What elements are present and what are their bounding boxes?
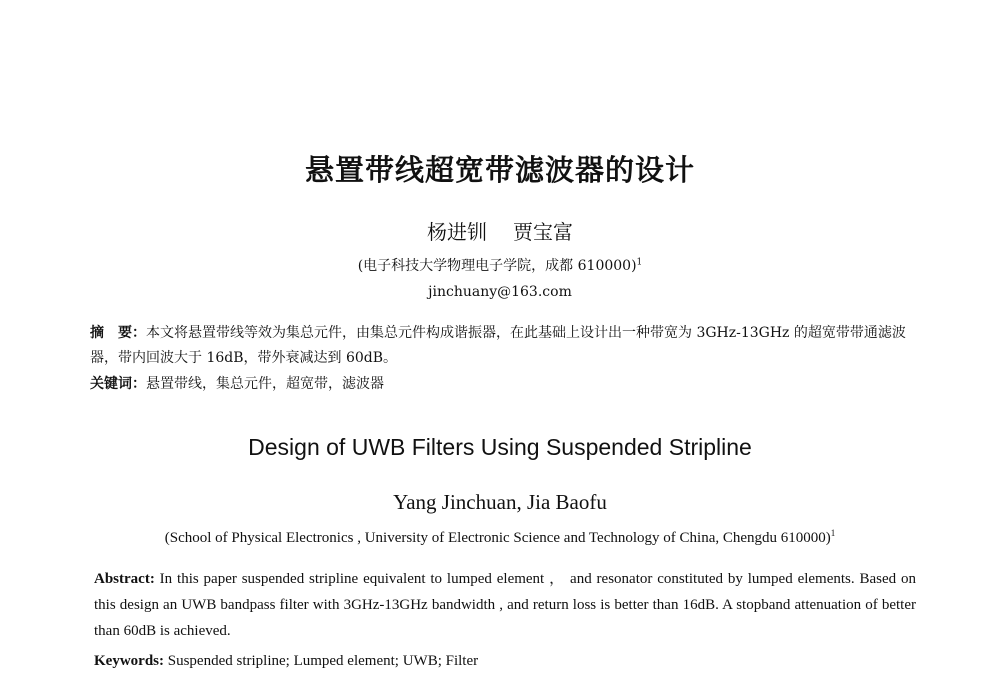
english-abstract-text: In this paper suspended stripline equivalent to lumped element ， and resonator constituted by lumped elements. Based on this design an UWB bandpass filter with 3GHz-13GHz bandwidth , and return loss is better than 16dB. A stopband attenuation of better than 60dB is achieved. (94, 571, 916, 639)
english-keywords-label: Keywords: (94, 653, 164, 669)
chinese-author-2: 贾宝富 (513, 220, 573, 244)
chinese-abstract-label: 摘 要： (90, 325, 146, 341)
chinese-keywords-label: 关键词： (90, 376, 146, 392)
english-keywords-text: Suspended stripline; Lumped element; UWB; Filter (164, 653, 479, 669)
english-authors: Yang Jinchuan, Jia Baofu (393, 490, 607, 514)
chinese-title: 悬置带线超宽带滤波器的设计 (304, 153, 695, 187)
english-affiliation-text: (School of Physical Electronics , University of Electronic Science and Technology of China, Chengdu 610000) (164, 530, 831, 546)
chinese-abstract-text: 本文将悬置带线等效为集总元件，由集总元件构成谐振器，在此基础上设计出一种带宽为 3GHz-13GHz 的超宽带带通滤波器，带内回波大于 16dB，带外衰减达到 60dB。 (90, 325, 906, 366)
author-email: jinchuany@163.com (428, 284, 572, 300)
chinese-affiliation-text: (电子科技大学物理电子学院，成都 610000) (357, 258, 637, 274)
english-keywords (94, 648, 916, 674)
chinese-affiliation (0, 255, 1000, 275)
chinese-authors (0, 216, 1000, 245)
english-affiliation (0, 528, 1000, 547)
chinese-keywords-text: 悬置带线，集总元件，超宽带，滤波器 (146, 376, 384, 392)
english-title: Design of UWB Filters Using Suspended Stripline (248, 434, 752, 460)
english-abstract-label: Abstract: (94, 571, 155, 587)
chinese-keywords (90, 372, 920, 397)
english-abstract (94, 566, 916, 644)
english-affiliation-sup: 1 (830, 528, 836, 538)
chinese-affiliation-sup: 1 (636, 257, 643, 268)
chinese-author-1: 杨进钏 (427, 220, 487, 244)
chinese-abstract (90, 321, 920, 371)
